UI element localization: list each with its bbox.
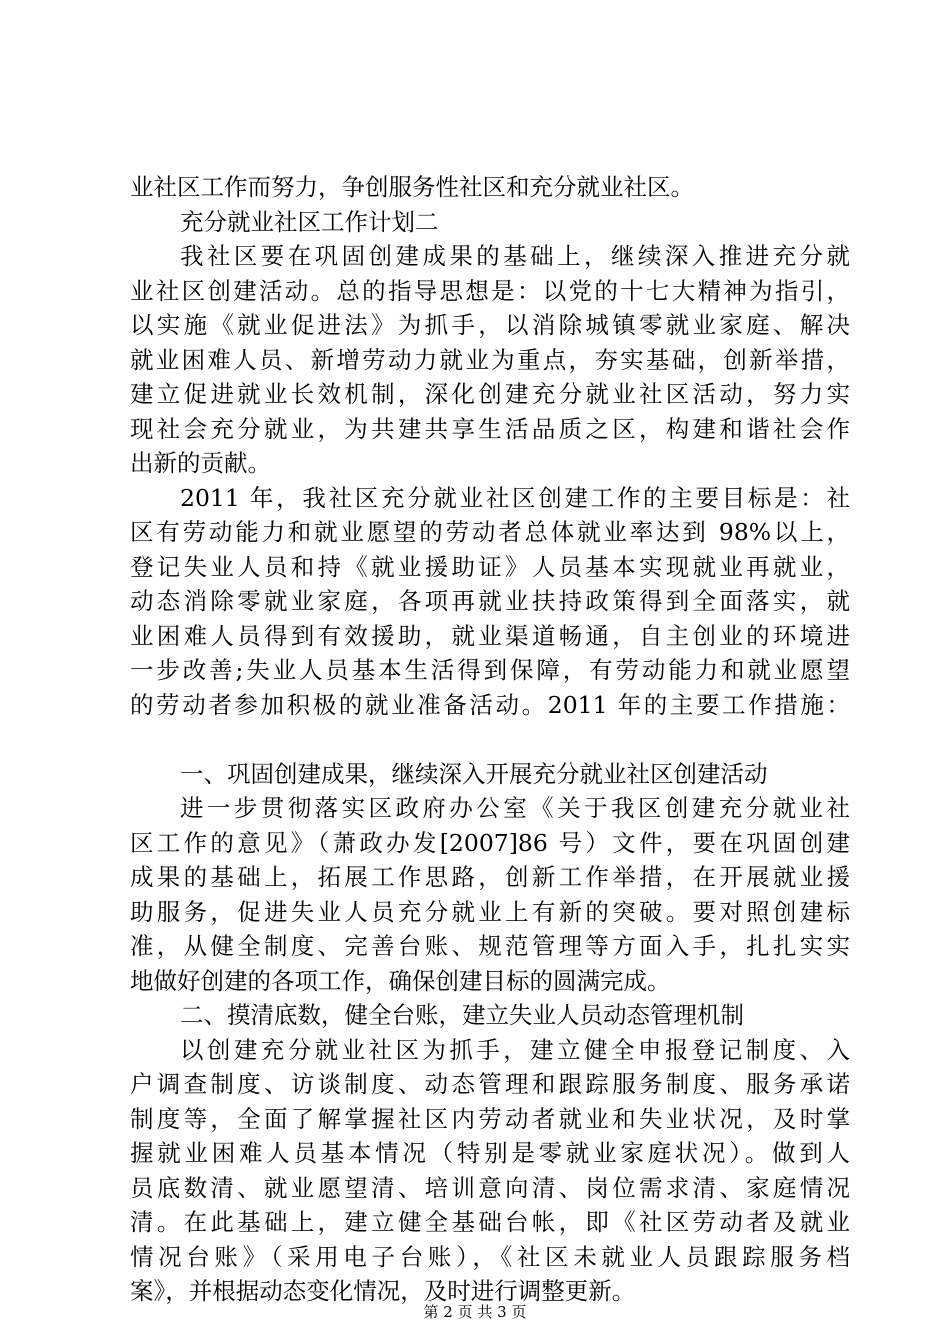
paragraph-line: 业社区工作而努力，争创服务性社区和充分就业社区。 [130,173,694,201]
paragraph-line: 以创建充分就业社区为抓手，建立健全申报登记制度、入 [180,1035,850,1064]
paragraph-line: 以实施《就业促进法》为抓手，以消除城镇零就业家庭、解决 [130,311,850,339]
paragraph-line: 制度等，全面了解掌握社区内劳动者就业和失业状况，及时掌 [130,1104,850,1133]
paragraph-line: 业社区创建活动。总的指导思想是：以党的十七大精神为指引， [130,276,850,305]
paragraph-line: 2011 年，我社区充分就业社区创建工作的主要目标是：社 [180,483,850,512]
paragraph-line: 助服务，促进失业人员充分就业上有新的突破。要对照创建标 [130,897,850,926]
document-body [130,170,850,1309]
paragraph-line: 出新的贡献。 [130,449,271,477]
paragraph-line: 地做好创建的各项工作，确保创建目标的圆满完成。 [130,966,671,995]
paragraph-line: 的劳动者参加积极的就业准备活动。2011 年的主要工作措施： [130,690,850,719]
paragraph-line: 就业困难人员、新增劳动力就业为重点，夯实基础，创新举措， [130,345,850,374]
blank-line [130,722,850,757]
paragraph-line: 我社区要在巩固创建成果的基础上，继续深入推进充分就 [180,242,850,270]
paragraph-line: 业困难人员得到有效援助，就业渠道畅通，自主创业的环境进 [130,621,850,650]
paragraph-line: 户调查制度、访谈制度、动态管理和跟踪服务制度、服务承诺 [130,1070,850,1098]
paragraph-line: 区有劳动能力和就业愿望的劳动者总体就业率达到 98%以上， [130,518,850,546]
paragraph-line: 建立促进就业长效机制，深化创建充分就业社区活动，努力实 [130,380,850,408]
paragraph-line: 情况台账》（采用电子台账），《社区未就业人员跟踪服务档 [130,1242,850,1271]
paragraph-line: 现社会充分就业，为共建共享生活品质之区，构建和谐社会作 [130,414,850,443]
paragraph-line: 准，从健全制度、完善台账、规范管理等方面入手，扎扎实实 [130,932,850,960]
paragraph-line: 区工作的意见》（萧政办发[2007]86 号）文件，要在巩固创建 [130,828,850,857]
paragraph-line: 一步改善;失业人员基本生活得到保障，有劳动能力和就业愿望 [130,656,850,684]
paragraph-line: 清。在此基础上，建立健全基础台帐，即《社区劳动者及就业 [130,1208,850,1236]
paragraph-line: 动态消除零就业家庭，各项再就业扶持政策得到全面落实，就 [130,587,850,615]
paragraph-line: 握就业困难人员基本情况（特别是零就业家庭状况）。做到人 [130,1139,850,1167]
section-heading: 二、摸清底数，健全台账，建立失业人员动态管理机制 [180,1001,744,1029]
paragraph-line: 登记失业人员和持《就业援助证》人员基本实现就业再就业， [130,552,850,581]
paragraph-line: 案》，并根据动态变化情况，及时进行调整更新。 [130,1277,636,1305]
paragraph-line: 进一步贯彻落实区政府办公室《关于我区创建充分就业社 [180,794,850,822]
section-title: 充分就业社区工作计划二 [180,207,439,236]
paragraph-line: 员底数清、就业愿望清、培训意向清、岗位需求清、家庭情况 [130,1173,850,1202]
section-heading: 一、巩固创建成果，继续深入开展充分就业社区创建活动 [180,759,768,788]
paragraph-line: 成果的基础上，拓展工作思路，创新工作举措，在开展就业援 [130,863,850,891]
page-number-footer: 第 2 页 共 3 页 [423,1303,527,1321]
